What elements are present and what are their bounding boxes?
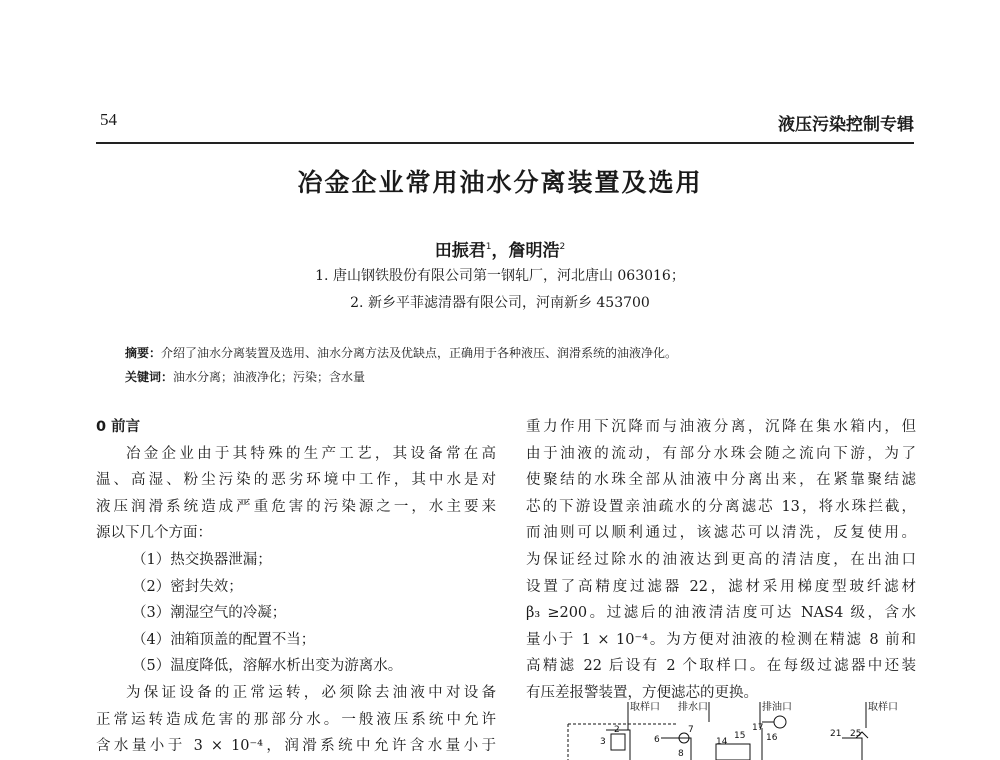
text-line: 由于油液的流动，有部分水珠会随之流向下游，为了 — [526, 445, 916, 462]
text-line: 量小于 1 × 10⁻⁴。为方便对油液的检测在精滤 8 前和 — [526, 631, 916, 648]
list-item: （5）温度降低，溶解水析出变为游离水。 — [132, 658, 403, 675]
abstract-text: 介绍了油水分离装置及选用、油水分离方法及优缺点，正确用于各种液压、润滑系统的油液净化。 — [161, 346, 678, 360]
left-column — [96, 414, 496, 760]
component-number: 14 — [716, 737, 728, 747]
text-line: 为保证经过除水的油液达到更高的清洁度，在出油口 — [526, 551, 916, 568]
text-line: 设置了高精度过滤器 22，滤材采用梯度型玻纤滤材 — [526, 578, 916, 595]
text-line: 冶金企业由于其特殊的生产工艺，其设备常在高 — [126, 445, 496, 462]
text-line: 高精滤 22 后设有 2 个取样口。在每级过滤器中还装 — [526, 658, 916, 675]
figure-label: 取样口 — [868, 702, 898, 713]
section-heading: 0 前言 — [96, 419, 141, 435]
keywords — [125, 368, 365, 385]
affiliation-marker: 2 — [559, 242, 566, 252]
component-number: 2 — [614, 725, 620, 735]
list-item: （3）潮湿空气的冷凝； — [132, 605, 287, 622]
text-line: 使聚结的水珠全部从油液中分离出来，在紧靠聚结滤 — [526, 472, 916, 489]
component-number: 16 — [766, 733, 778, 743]
abstract — [125, 344, 677, 361]
right-column — [526, 414, 916, 707]
component-number: 8 — [678, 749, 684, 759]
component-number: 25 — [850, 729, 862, 739]
figure-label: 排水口 — [678, 702, 708, 713]
component-number: 17 — [752, 723, 764, 733]
author-line — [0, 236, 1000, 261]
abstract-label: 摘要： — [125, 346, 162, 360]
keywords-label: 关键词： — [125, 370, 174, 384]
keywords-text: 油水分离；油液净化；污染；含水量 — [173, 370, 366, 384]
text-line: 温、高湿、粉尘污染的恶劣环境中工作，其中水是对 — [96, 472, 496, 489]
text-line: 源以下几个方面： — [96, 525, 212, 542]
system-schematic — [566, 700, 916, 760]
component-number: 3 — [600, 737, 606, 747]
list-item: （1）热交换器泄漏； — [132, 551, 272, 568]
list-item: （4）油箱顶盖的配置不当； — [132, 631, 316, 648]
article-title: 冶金企业常用油水分离装置及选用 — [297, 168, 703, 197]
text-line: 为保证设备的正常运转，必须除去油液中对设备 — [126, 684, 496, 701]
text-line: β₃ ≥200。过滤后的油液清洁度可达 NAS4 级，含水 — [526, 605, 916, 622]
figure-label: 排油口 — [762, 702, 792, 713]
author-separator: ， — [491, 241, 509, 261]
component-number: 15 — [734, 731, 746, 741]
journal-name: 液压污染控制专辑 — [778, 115, 914, 135]
affiliation-2: 2. 新乡平菲滤清器有限公司，河南新乡 453700 — [350, 295, 650, 311]
component-number: 6 — [654, 735, 660, 745]
list-item: （2）密封失效； — [132, 578, 243, 595]
page-number: 54 — [100, 110, 117, 129]
text-line: 正常运转造成危害的那部分水。一般液压系统中允许 — [96, 711, 496, 728]
affiliation-marker: 1 — [485, 242, 492, 252]
text-line: 液压润滑系统造成严重危害的污染源之一，水主要来 — [96, 498, 496, 515]
text-line: 芯的下游设置亲油疏水的分离滤芯 13，将水珠拦截， — [526, 498, 916, 515]
component-number: 7 — [688, 725, 694, 735]
text-line: 重力作用下沉降而与油液分离，沉降在集水箱内，但 — [526, 419, 916, 435]
text-line: 而油则可以顺利通过，该滤芯可以清洗，反复使用。 — [526, 525, 916, 542]
text-line: 有压差报警装置，方便滤芯的更换。 — [526, 684, 758, 701]
component-number: 21 — [830, 729, 842, 739]
author-name: 田振君 — [434, 241, 486, 261]
author-name: 詹明浩 — [508, 241, 560, 261]
figure-label: 取样口 — [630, 702, 660, 713]
header-rule — [96, 142, 914, 144]
text-line: 含水量小于 3 × 10⁻⁴，润滑系统中允许含水量小于 — [96, 738, 496, 755]
affiliation-1: 1. 唐山钢铁股份有限公司第一钢轧厂，河北唐山 063016； — [315, 268, 685, 284]
